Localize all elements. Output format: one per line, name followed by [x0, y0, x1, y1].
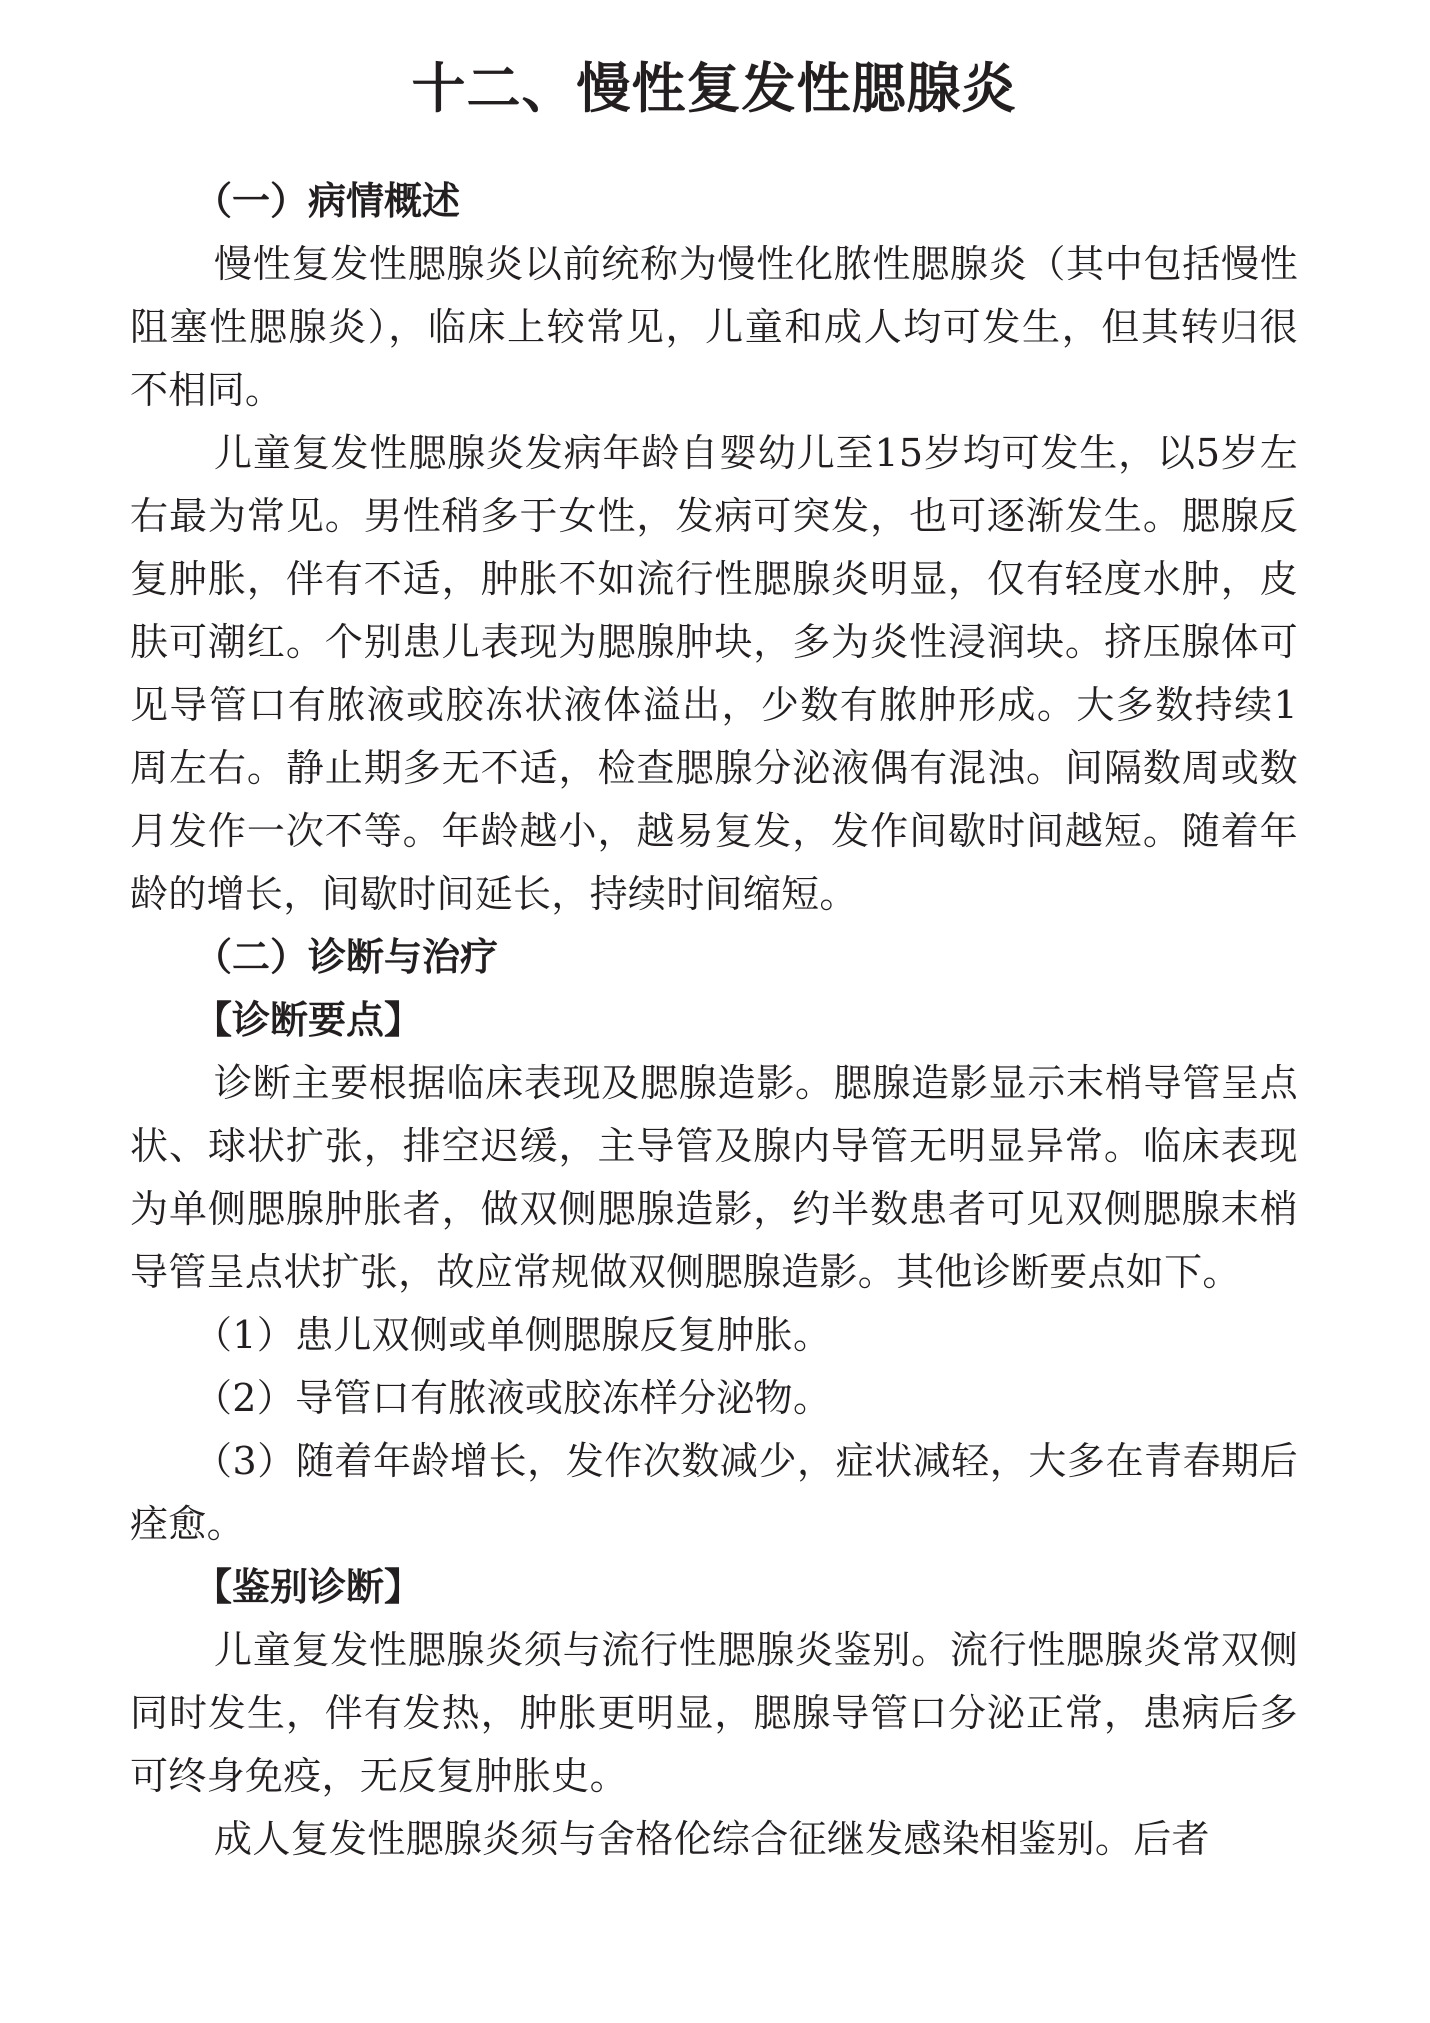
document-body	[130, 170, 1298, 1871]
paragraph: 诊断主要根据临床表现及腮腺造影。腮腺造影显示末梢导管呈点状、球状扩张，排空迟缓，主导管及腺内导管无明显异常。临床表现为单侧腮腺肿胀者，做双侧腮腺造影，约半数患者可见双侧腮腺末梢导管呈点状扩张，故应常规做双侧腮腺造影。其他诊断要点如下。	[130, 1061, 1298, 1294]
section-heading-diagnosis-treatment: （二）诊断与治疗	[194, 935, 499, 979]
paragraph: 儿童复发性腮腺炎发病年龄自婴幼儿至15岁均可发生，以5岁左右最为常见。男性稍多于女性，发病可突发，也可逐渐发生。腮腺反复肿胀，伴有不适，肿胀不如流行性腮腺炎明显，仅有轻度水肿，皮肤可潮红。个别患儿表现为腮腺肿块，多为炎性浸润块。挤压腺体可见导管口有脓液或胶冻状液体溢出，少数有脓肿形成。大多数持续1周左右。静止期多无不适，检查腮腺分泌液偶有混浊。间隔数周或数月发作一次不等。年龄越小，越易复发，发作间歇时间越短。随着年龄的增长，间歇时间延长，持续时间缩短。	[130, 431, 1298, 916]
section-heading-overview: （一）病情概述	[194, 179, 461, 223]
page-title: 十二、慢性复发性腮腺炎	[411, 57, 1017, 120]
list-item: （1）患儿双侧或单侧腮腺反复肿胀。	[194, 1313, 832, 1357]
list-item: （3）随着年龄增长，发作次数减少，症状减轻，大多在青春期后痊愈。	[130, 1439, 1298, 1546]
paragraph: 儿童复发性腮腺炎须与流行性腮腺炎鉴别。流行性腮腺炎常双侧同时发生，伴有发热，肿胀更明显，腮腺导管口分泌正常，患病后多可终身免疫，无反复肿胀史。	[130, 1628, 1298, 1798]
subheading-diagnosis-points: 【诊断要点】	[194, 998, 423, 1042]
paragraph: 慢性复发性腮腺炎以前统称为慢性化脓性腮腺炎（其中包括慢性阻塞性腮腺炎），临床上较常见，儿童和成人均可发生，但其转归很不相同。	[130, 242, 1298, 412]
list-item: （2）导管口有脓液或胶冻样分泌物。	[194, 1376, 832, 1420]
paragraph: 成人复发性腮腺炎须与舍格伦综合征继发感染相鉴别。后者	[214, 1817, 1210, 1861]
subheading-differential-diagnosis: 【鉴别诊断】	[194, 1565, 423, 1609]
